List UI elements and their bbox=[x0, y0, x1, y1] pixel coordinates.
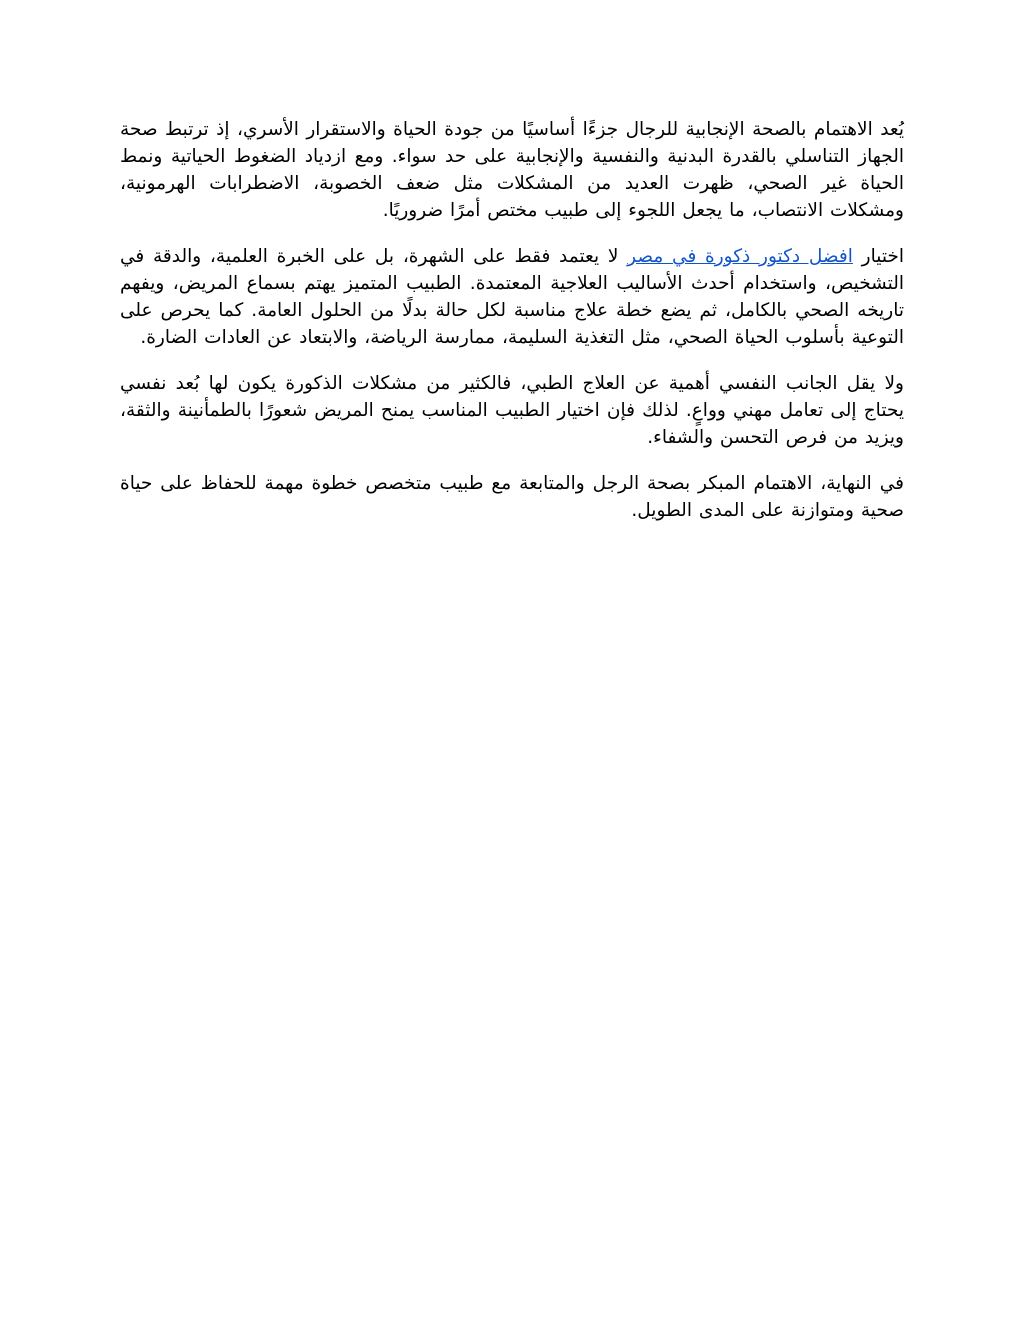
conclusion-paragraph bbox=[120, 470, 904, 524]
paragraph-text: اختيار bbox=[852, 246, 904, 267]
paragraph-text: في النهاية، الاهتمام المبكر بصحة الرجل والمتابعة مع طبيب متخصص خطوة مهمة للحفاظ على حياة صحية ومتوازنة على المدى الطويل. bbox=[120, 473, 904, 521]
psychological-aspect-paragraph bbox=[120, 370, 904, 451]
paragraph-text: لا يعتمد فقط على الشهرة، بل على الخبرة العلمية، والدقة في التشخيص، واستخدام أحدث الأساليب العلاجية المعتمدة. الطبيب المتميز يهتم بسماع المريض، ويفهم تاريخه الصحي بالكامل، ثم يضع خطة علاج مناسبة لكل حالة بدلًا من الحلول العامة. كما يحرص على التوعية بأسلوب الحياة الصحي، مثل التغذية السليمة، ممارسة الرياضة، والابتعاد عن العادات الضارة. bbox=[120, 246, 904, 348]
document-body bbox=[120, 116, 904, 524]
paragraph-text: يُعد الاهتمام بالصحة الإنجابية للرجال جزءًا أساسيًا من جودة الحياة والاستقرار الأسري، إذ ترتبط صحة الجهاز التناسلي بالقدرة البدنية والنفسية والإنجابية على حد سواء. ومع ازدياد الضغوط الحياتية ونمط الحياة غير الصحي، ظهرت العديد من المشكلات مثل ضعف الخصوبة، الاضطرابات الهرمونية، ومشكلات الانتصاب، ما يجعل اللجوء إلى طبيب مختص أمرًا ضروريًا. bbox=[120, 119, 904, 221]
paragraph-text: ولا يقل الجانب النفسي أهمية عن العلاج الطبي، فالكثير من مشكلات الذكورة يكون لها بُعد نفسي يحتاج إلى تعامل مهني وواعٍ. لذلك فإن اختيار الطبيب المناسب يمنح المريض شعورًا بالطمأنينة والثقة، ويزيد من فرص التحسن والشفاء. bbox=[120, 373, 904, 448]
intro-paragraph bbox=[120, 116, 904, 224]
inline-text-link[interactable]: افضل دكتور ذكورة في مصر bbox=[627, 246, 853, 267]
doctor-choice-paragraph bbox=[120, 243, 904, 351]
